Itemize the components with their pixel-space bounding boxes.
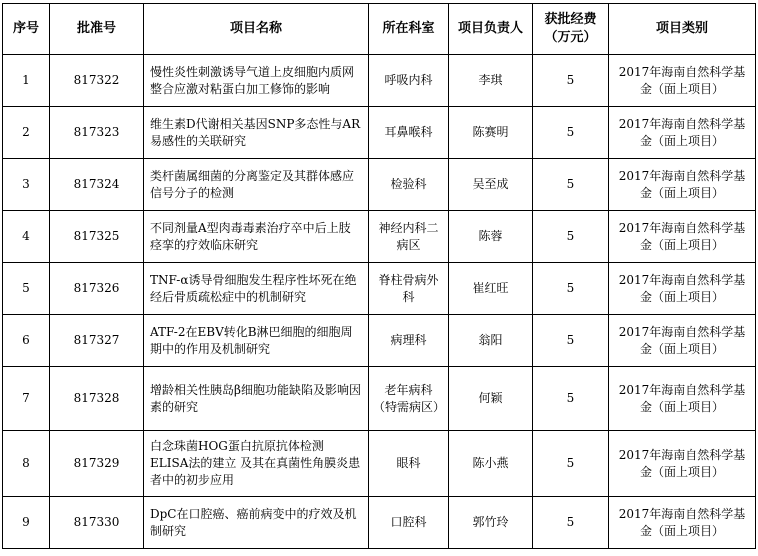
header-no: 序号 bbox=[3, 4, 50, 55]
cell-dept: 病理科 bbox=[369, 315, 449, 367]
cell-dept: 神经内科二病区 bbox=[369, 211, 449, 263]
table-row bbox=[3, 107, 756, 159]
cell-leader: 陈蓉 bbox=[449, 211, 533, 263]
cell-no: 8 bbox=[3, 431, 50, 497]
cell-no: 3 bbox=[3, 159, 50, 211]
cell-category: 2017年海南自然科学基金（面上项目） bbox=[609, 315, 756, 367]
cell-code: 817326 bbox=[50, 263, 144, 315]
cell-leader: 李琪 bbox=[449, 55, 533, 107]
header-code: 批准号 bbox=[50, 4, 144, 55]
cell-leader: 陈小燕 bbox=[449, 431, 533, 497]
cell-leader: 陈赛明 bbox=[449, 107, 533, 159]
cell-dept: 眼科 bbox=[369, 431, 449, 497]
cell-dept: 检验科 bbox=[369, 159, 449, 211]
cell-dept: 口腔科 bbox=[369, 497, 449, 549]
cell-code: 817322 bbox=[50, 55, 144, 107]
header-row bbox=[3, 4, 756, 55]
cell-name: ATF-2在EBV转化B淋巴细胞的细胞周期中的作用及机制研究 bbox=[144, 315, 369, 367]
cell-category: 2017年海南自然科学基金（面上项目） bbox=[609, 367, 756, 431]
cell-leader: 崔红旺 bbox=[449, 263, 533, 315]
cell-fund: 5 bbox=[533, 431, 609, 497]
cell-fund: 5 bbox=[533, 367, 609, 431]
cell-name: 维生素D代谢相关基因SNP多态性与AR易感性的关联研究 bbox=[144, 107, 369, 159]
cell-no: 4 bbox=[3, 211, 50, 263]
cell-name: 慢性炎性刺激诱导气道上皮细胞内质网整合应激对粘蛋白加工修饰的影响 bbox=[144, 55, 369, 107]
cell-category: 2017年海南自然科学基金（面上项目） bbox=[609, 159, 756, 211]
cell-fund: 5 bbox=[533, 107, 609, 159]
header-fund: 获批经费（万元） bbox=[533, 4, 609, 55]
cell-code: 817324 bbox=[50, 159, 144, 211]
header-leader: 项目负责人 bbox=[449, 4, 533, 55]
cell-category: 2017年海南自然科学基金（面上项目） bbox=[609, 431, 756, 497]
cell-fund: 5 bbox=[533, 159, 609, 211]
table-row bbox=[3, 315, 756, 367]
cell-name: 类杆菌属细菌的分离鉴定及其群体感应信号分子的检测 bbox=[144, 159, 369, 211]
cell-no: 9 bbox=[3, 497, 50, 549]
cell-code: 817330 bbox=[50, 497, 144, 549]
cell-leader: 郭竹玲 bbox=[449, 497, 533, 549]
cell-code: 817328 bbox=[50, 367, 144, 431]
cell-name: 白念珠菌HOG蛋白抗原抗体检测ELISA法的建立 及其在真菌性角膜炎患者中的初步应用 bbox=[144, 431, 369, 497]
header-name: 项目名称 bbox=[144, 4, 369, 55]
cell-fund: 5 bbox=[533, 55, 609, 107]
cell-fund: 5 bbox=[533, 263, 609, 315]
table-row bbox=[3, 159, 756, 211]
cell-name: 增龄相关性胰岛β细胞功能缺陷及影响因素的研究 bbox=[144, 367, 369, 431]
cell-no: 1 bbox=[3, 55, 50, 107]
project-table bbox=[2, 3, 756, 549]
cell-no: 2 bbox=[3, 107, 50, 159]
cell-dept: 脊柱骨病外科 bbox=[369, 263, 449, 315]
cell-code: 817323 bbox=[50, 107, 144, 159]
cell-fund: 5 bbox=[533, 315, 609, 367]
cell-dept: 呼吸内科 bbox=[369, 55, 449, 107]
cell-name: 不同剂量A型肉毒毒素治疗卒中后上肢痉挛的疗效临床研究 bbox=[144, 211, 369, 263]
header-category: 项目类别 bbox=[609, 4, 756, 55]
cell-no: 7 bbox=[3, 367, 50, 431]
table-row bbox=[3, 211, 756, 263]
cell-leader: 吴至成 bbox=[449, 159, 533, 211]
cell-dept: 耳鼻喉科 bbox=[369, 107, 449, 159]
cell-name: TNF-α诱导骨细胞发生程序性坏死在绝经后骨质疏松症中的机制研究 bbox=[144, 263, 369, 315]
cell-category: 2017年海南自然科学基金（面上项目） bbox=[609, 107, 756, 159]
cell-leader: 翁阳 bbox=[449, 315, 533, 367]
cell-fund: 5 bbox=[533, 211, 609, 263]
cell-dept: 老年病科（特需病区） bbox=[369, 367, 449, 431]
cell-category: 2017年海南自然科学基金（面上项目） bbox=[609, 55, 756, 107]
cell-no: 5 bbox=[3, 263, 50, 315]
cell-category: 2017年海南自然科学基金（面上项目） bbox=[609, 263, 756, 315]
table-row bbox=[3, 431, 756, 497]
cell-no: 6 bbox=[3, 315, 50, 367]
cell-fund: 5 bbox=[533, 497, 609, 549]
table-row bbox=[3, 367, 756, 431]
cell-code: 817325 bbox=[50, 211, 144, 263]
table-row bbox=[3, 263, 756, 315]
cell-category: 2017年海南自然科学基金（面上项目） bbox=[609, 497, 756, 549]
table-row bbox=[3, 55, 756, 107]
cell-name: DpC在口腔癌、癌前病变中的疗效及机制研究 bbox=[144, 497, 369, 549]
cell-code: 817329 bbox=[50, 431, 144, 497]
cell-code: 817327 bbox=[50, 315, 144, 367]
cell-category: 2017年海南自然科学基金（面上项目） bbox=[609, 211, 756, 263]
header-dept: 所在科室 bbox=[369, 4, 449, 55]
table-row bbox=[3, 497, 756, 549]
cell-leader: 何颖 bbox=[449, 367, 533, 431]
